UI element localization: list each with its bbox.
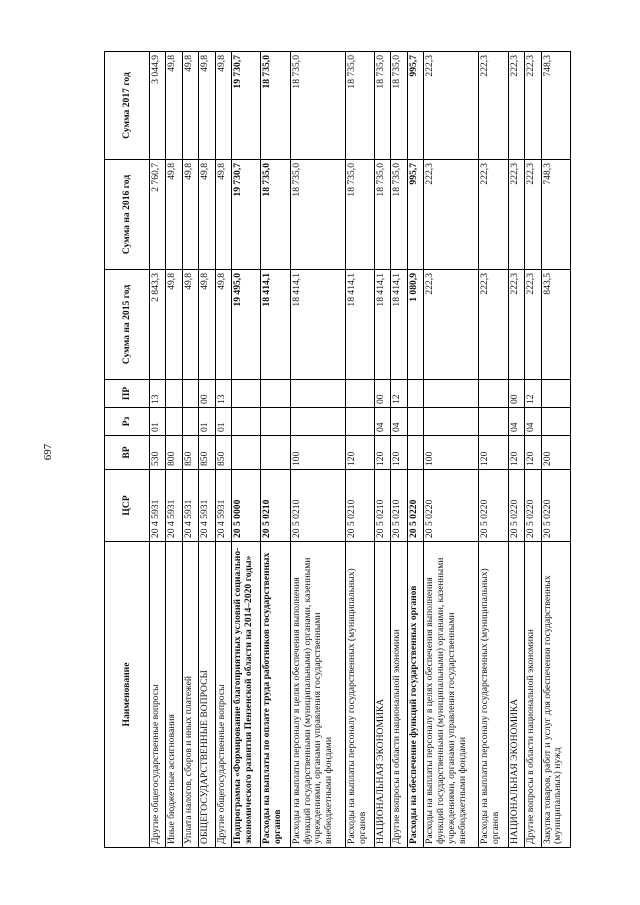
table-row — [215, 52, 231, 848]
cell-sum-2015: 49,8 — [182, 270, 198, 380]
cell-sum-2017: 18 735,0 — [345, 52, 374, 160]
cell-sum-2017: 222,3 — [508, 52, 524, 160]
table-row — [391, 52, 407, 848]
cell-vr: 120 — [345, 436, 374, 470]
page-number: 697 — [42, 443, 54, 461]
cell-rz: 01 — [199, 408, 215, 436]
cell-vr — [232, 436, 261, 470]
table-row — [375, 52, 391, 848]
cell-pr — [232, 380, 261, 408]
table-body — [150, 52, 571, 848]
cell-csr: 20 4 5931 — [215, 470, 231, 542]
table-row — [199, 52, 215, 848]
cell-name: Расходы на обеспечение функций государственных органов — [407, 542, 423, 848]
cell-csr: 20 5 0000 — [232, 470, 261, 542]
cell-sum-2015: 222,3 — [525, 270, 541, 380]
cell-name: Другие вопросы в области национальной экономики — [525, 542, 541, 848]
cell-sum-2017: 18 735,0 — [375, 52, 391, 160]
cell-vr: 530 — [150, 436, 166, 470]
header-sum-2016: Сумма на 2016 год — [105, 160, 150, 270]
table-row — [261, 52, 290, 848]
cell-vr: 100 — [290, 436, 345, 470]
table-header-row — [105, 52, 150, 848]
cell-csr: 20 5 0210 — [290, 470, 345, 542]
cell-sum-2015: 49,8 — [199, 270, 215, 380]
cell-vr: 120 — [525, 436, 541, 470]
cell-sum-2016: 995,7 — [407, 160, 423, 270]
header-vr: ВР — [105, 436, 150, 470]
cell-rz: 04 — [391, 408, 407, 436]
cell-vr: 120 — [479, 436, 508, 470]
cell-csr: 20 5 0210 — [261, 470, 290, 542]
cell-sum-2015: 222,3 — [479, 270, 508, 380]
header-pr: ПР — [105, 380, 150, 408]
cell-pr — [166, 380, 182, 408]
cell-vr: 120 — [375, 436, 391, 470]
cell-sum-2015: 49,8 — [215, 270, 231, 380]
table-row — [424, 52, 479, 848]
cell-sum-2017: 49,8 — [215, 52, 231, 160]
cell-sum-2016: 222,3 — [424, 160, 479, 270]
cell-vr: 120 — [508, 436, 524, 470]
cell-sum-2015: 843,5 — [541, 270, 571, 380]
header-rz: Рз — [105, 408, 150, 436]
cell-sum-2015: 222,3 — [424, 270, 479, 380]
cell-vr: 100 — [424, 436, 479, 470]
cell-rz: 01 — [215, 408, 231, 436]
cell-sum-2015: 18 414,1 — [290, 270, 345, 380]
cell-pr: 00 — [199, 380, 215, 408]
cell-name: ОБЩЕГОСУДАРСТВЕННЫЕ ВОПРОСЫ — [199, 542, 215, 848]
cell-rz — [290, 408, 345, 436]
cell-sum-2015: 2 843,3 — [150, 270, 166, 380]
cell-name: Расходы на выплаты персоналу в целях обеспечения выполнения функций государственными (муниципальными) органами, казенными учреждениями, органами управления государственными внебюджетными фондами — [290, 542, 345, 848]
cell-pr: 12 — [391, 380, 407, 408]
cell-rz: 04 — [525, 408, 541, 436]
cell-sum-2016: 748,3 — [541, 160, 571, 270]
cell-sum-2017: 49,8 — [199, 52, 215, 160]
cell-sum-2015: 18 414,1 — [375, 270, 391, 380]
cell-rz — [479, 408, 508, 436]
table-row — [290, 52, 345, 848]
cell-vr: 850 — [199, 436, 215, 470]
cell-rz — [166, 408, 182, 436]
cell-pr — [407, 380, 423, 408]
cell-rz — [261, 408, 290, 436]
cell-csr: 20 5 0210 — [375, 470, 391, 542]
cell-pr — [541, 380, 571, 408]
cell-sum-2016: 18 735,0 — [375, 160, 391, 270]
cell-sum-2016: 18 735,0 — [290, 160, 345, 270]
cell-name: Расходы на выплаты персоналу государственных (муниципальных) органов — [479, 542, 508, 848]
cell-pr: 00 — [375, 380, 391, 408]
cell-name: Другие общегосударственные вопросы — [150, 542, 166, 848]
cell-rz: 04 — [375, 408, 391, 436]
header-sum-2015: Сумма на 2015 год — [105, 270, 150, 380]
cell-rz — [407, 408, 423, 436]
cell-sum-2016: 222,3 — [479, 160, 508, 270]
cell-name: Расходы на выплаты персоналу в целях обеспечения выполнения функций государственными (муниципальными) органами, казенными учреждениями, органами управления государственными внебюджетными фондами — [424, 542, 479, 848]
cell-sum-2015: 222,3 — [508, 270, 524, 380]
cell-name: Подпрограмма «Формирование благоприятных условий социально-экономического развития Пензенской области на 2014–2020 годы» — [232, 542, 261, 848]
cell-pr — [261, 380, 290, 408]
cell-name: НАЦИОНАЛЬНАЯ ЭКОНОМИКА — [508, 542, 524, 848]
cell-sum-2016: 18 735,0 — [261, 160, 290, 270]
cell-sum-2017: 3 044,9 — [150, 52, 166, 160]
cell-pr: 13 — [150, 380, 166, 408]
cell-sum-2015: 1 080,9 — [407, 270, 423, 380]
cell-sum-2015: 49,8 — [166, 270, 182, 380]
cell-name: Другие вопросы в области национальной экономики — [391, 542, 407, 848]
cell-vr — [261, 436, 290, 470]
cell-name: Иные бюджетные ассигнования — [166, 542, 182, 848]
cell-sum-2016: 49,8 — [166, 160, 182, 270]
cell-pr — [424, 380, 479, 408]
cell-csr: 20 4 5931 — [150, 470, 166, 542]
cell-pr: 00 — [508, 380, 524, 408]
cell-vr: 850 — [215, 436, 231, 470]
cell-csr: 20 4 5931 — [199, 470, 215, 542]
cell-rz: 01 — [150, 408, 166, 436]
cell-sum-2016: 49,8 — [182, 160, 198, 270]
cell-vr: 800 — [166, 436, 182, 470]
cell-sum-2015: 18 414,1 — [391, 270, 407, 380]
cell-rz: 04 — [508, 408, 524, 436]
table-row — [182, 52, 198, 848]
cell-name: Закупка товаров, работ и услуг для обеспечения государственных (муниципальных) нужд — [541, 542, 571, 848]
rotated-table-container — [104, 52, 571, 848]
cell-pr — [290, 380, 345, 408]
header-name: Наименование — [105, 542, 150, 848]
cell-name: Расходы на выплаты персоналу государственных (муниципальных) органов — [345, 542, 374, 848]
cell-sum-2017: 18 735,0 — [290, 52, 345, 160]
cell-csr: 20 4 5931 — [166, 470, 182, 542]
cell-rz — [345, 408, 374, 436]
cell-sum-2017: 222,3 — [525, 52, 541, 160]
cell-csr: 20 4 5931 — [182, 470, 198, 542]
cell-rz — [424, 408, 479, 436]
cell-sum-2016: 49,8 — [215, 160, 231, 270]
cell-rz — [541, 408, 571, 436]
cell-vr: 120 — [391, 436, 407, 470]
table-row — [541, 52, 571, 848]
cell-csr: 20 5 0210 — [391, 470, 407, 542]
table-row — [232, 52, 261, 848]
cell-pr: 13 — [215, 380, 231, 408]
cell-pr — [479, 380, 508, 408]
cell-csr: 20 5 0220 — [424, 470, 479, 542]
cell-sum-2017: 19 730,7 — [232, 52, 261, 160]
cell-name: Расходы на выплаты по оплате труда работников государственных органов — [261, 542, 290, 848]
cell-name: Уплата налогов, сборов и иных платежей — [182, 542, 198, 848]
cell-name: НАЦИОНАЛЬНАЯ ЭКОНОМИКА — [375, 542, 391, 848]
cell-pr — [182, 380, 198, 408]
cell-rz — [182, 408, 198, 436]
cell-name: Другие общегосударственные вопросы — [215, 542, 231, 848]
table-row — [479, 52, 508, 848]
cell-csr: 20 5 0220 — [541, 470, 571, 542]
cell-csr: 20 5 0220 — [525, 470, 541, 542]
header-csr: ЦСР — [105, 470, 150, 542]
table-row — [525, 52, 541, 848]
table-row — [345, 52, 374, 848]
cell-sum-2016: 49,8 — [199, 160, 215, 270]
cell-csr: 20 5 0220 — [479, 470, 508, 542]
table-row — [407, 52, 423, 848]
cell-sum-2016: 222,3 — [525, 160, 541, 270]
cell-sum-2017: 222,3 — [424, 52, 479, 160]
cell-csr: 20 5 0210 — [345, 470, 374, 542]
cell-pr — [345, 380, 374, 408]
cell-sum-2017: 995,7 — [407, 52, 423, 160]
cell-sum-2015: 18 414,1 — [261, 270, 290, 380]
cell-rz — [232, 408, 261, 436]
cell-sum-2015: 18 414,1 — [345, 270, 374, 380]
table-row — [150, 52, 166, 848]
cell-vr: 850 — [182, 436, 198, 470]
cell-csr: 20 5 0220 — [407, 470, 423, 542]
cell-sum-2016: 19 730,7 — [232, 160, 261, 270]
cell-sum-2016: 2 760,7 — [150, 160, 166, 270]
table-row — [166, 52, 182, 848]
cell-sum-2017: 18 735,0 — [261, 52, 290, 160]
cell-sum-2017: 49,8 — [166, 52, 182, 160]
budget-table — [104, 51, 571, 848]
cell-sum-2017: 748,3 — [541, 52, 571, 160]
cell-pr: 12 — [525, 380, 541, 408]
cell-sum-2016: 18 735,0 — [345, 160, 374, 270]
cell-sum-2016: 18 735,0 — [391, 160, 407, 270]
cell-csr: 20 5 0220 — [508, 470, 524, 542]
cell-sum-2017: 222,3 — [479, 52, 508, 160]
cell-vr — [407, 436, 423, 470]
cell-vr: 200 — [541, 436, 571, 470]
cell-sum-2017: 49,8 — [182, 52, 198, 160]
cell-sum-2015: 19 495,0 — [232, 270, 261, 380]
header-sum-2017: Сумма 2017 год — [105, 52, 150, 160]
cell-sum-2017: 18 735,0 — [391, 52, 407, 160]
table-row — [508, 52, 524, 848]
cell-sum-2016: 222,3 — [508, 160, 524, 270]
